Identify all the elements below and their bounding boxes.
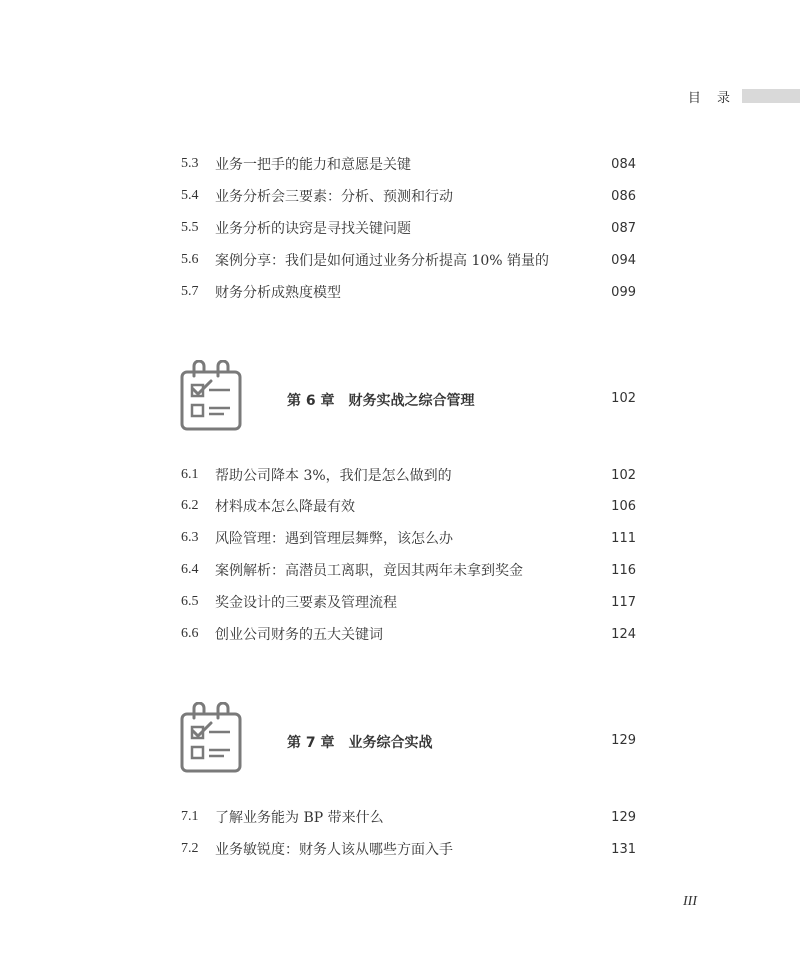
toc-entry[interactable] [181, 559, 636, 581]
toc-entry[interactable] [181, 185, 636, 207]
section-page: 087 [611, 220, 636, 236]
section-page: 124 [611, 626, 636, 642]
section-number: 6.3 [181, 530, 199, 545]
chapter-heading-7[interactable] [180, 702, 636, 774]
toc-entry[interactable] [181, 217, 636, 239]
toc-entry[interactable] [181, 591, 636, 613]
toc-entry[interactable] [181, 623, 636, 645]
section-number: 6.6 [181, 626, 199, 641]
section-page: 094 [611, 252, 636, 268]
section-title: 案例解析：高潜员工离职，竟因其两年未拿到奖金 [215, 563, 523, 579]
page-folio: III [683, 894, 697, 909]
section-page: 131 [611, 841, 636, 857]
section-number: 6.2 [181, 498, 199, 513]
chapter-page: 129 [611, 733, 636, 748]
section-title: 帮助公司降本 3%，我们是怎么做到的 [215, 468, 452, 484]
section-number: 5.7 [181, 284, 199, 299]
toc-entry[interactable] [181, 249, 636, 271]
section-title: 创业公司财务的五大关键词 [215, 627, 383, 643]
section-number: 6.1 [181, 467, 199, 482]
section-number: 5.6 [181, 252, 199, 267]
toc-entry[interactable] [181, 281, 636, 303]
section-number: 5.5 [181, 220, 199, 235]
section-page: 102 [611, 467, 636, 483]
section-number: 7.1 [181, 809, 199, 824]
section-page: 084 [611, 156, 636, 172]
chapter-title: 第 6 章 财务实战之综合管理 [287, 393, 475, 409]
section-title: 奖金设计的三要素及管理流程 [215, 595, 397, 611]
toc-entry[interactable] [181, 806, 636, 828]
section-title: 业务敏锐度：财务人该从哪些方面入手 [215, 842, 453, 858]
toc-entry[interactable] [181, 495, 636, 517]
running-header [688, 88, 800, 104]
toc-entry[interactable] [181, 464, 636, 486]
section-title: 业务一把手的能力和意愿是关键 [215, 157, 411, 173]
section-title: 财务分析成熟度模型 [215, 285, 341, 301]
toc-entry[interactable] [181, 838, 636, 860]
section-number: 6.4 [181, 562, 199, 577]
section-number: 5.4 [181, 188, 199, 203]
section-page: 099 [611, 284, 636, 300]
section-number: 5.3 [181, 156, 199, 171]
section-page: 129 [611, 809, 636, 825]
checklist-icon [180, 360, 242, 432]
toc-entry[interactable] [181, 153, 636, 175]
section-page: 116 [611, 562, 636, 578]
section-page: 117 [611, 594, 636, 610]
section-title: 案例分享：我们是如何通过业务分析提高 10% 销量的 [215, 253, 550, 269]
chapter-title: 第 7 章 业务综合实战 [287, 735, 433, 751]
chapter-page: 102 [611, 391, 636, 406]
header-bar [742, 89, 800, 103]
header-title: 目 录 [687, 90, 736, 106]
section-page: 086 [611, 188, 636, 204]
section-page: 106 [611, 498, 636, 514]
section-number: 6.5 [181, 594, 199, 609]
checklist-icon [180, 702, 242, 774]
section-title: 业务分析的诀窍是寻找关键问题 [215, 221, 411, 237]
section-title: 材料成本怎么降最有效 [215, 499, 355, 515]
section-title: 了解业务能为 BP 带来什么 [215, 810, 384, 826]
section-page: 111 [611, 530, 636, 546]
section-title: 风险管理：遇到管理层舞弊，该怎么办 [215, 531, 453, 547]
toc-entry[interactable] [181, 527, 636, 549]
chapter-heading-6[interactable] [180, 360, 636, 432]
section-title: 业务分析会三要素：分析、预测和行动 [215, 189, 453, 205]
section-number: 7.2 [181, 841, 199, 856]
